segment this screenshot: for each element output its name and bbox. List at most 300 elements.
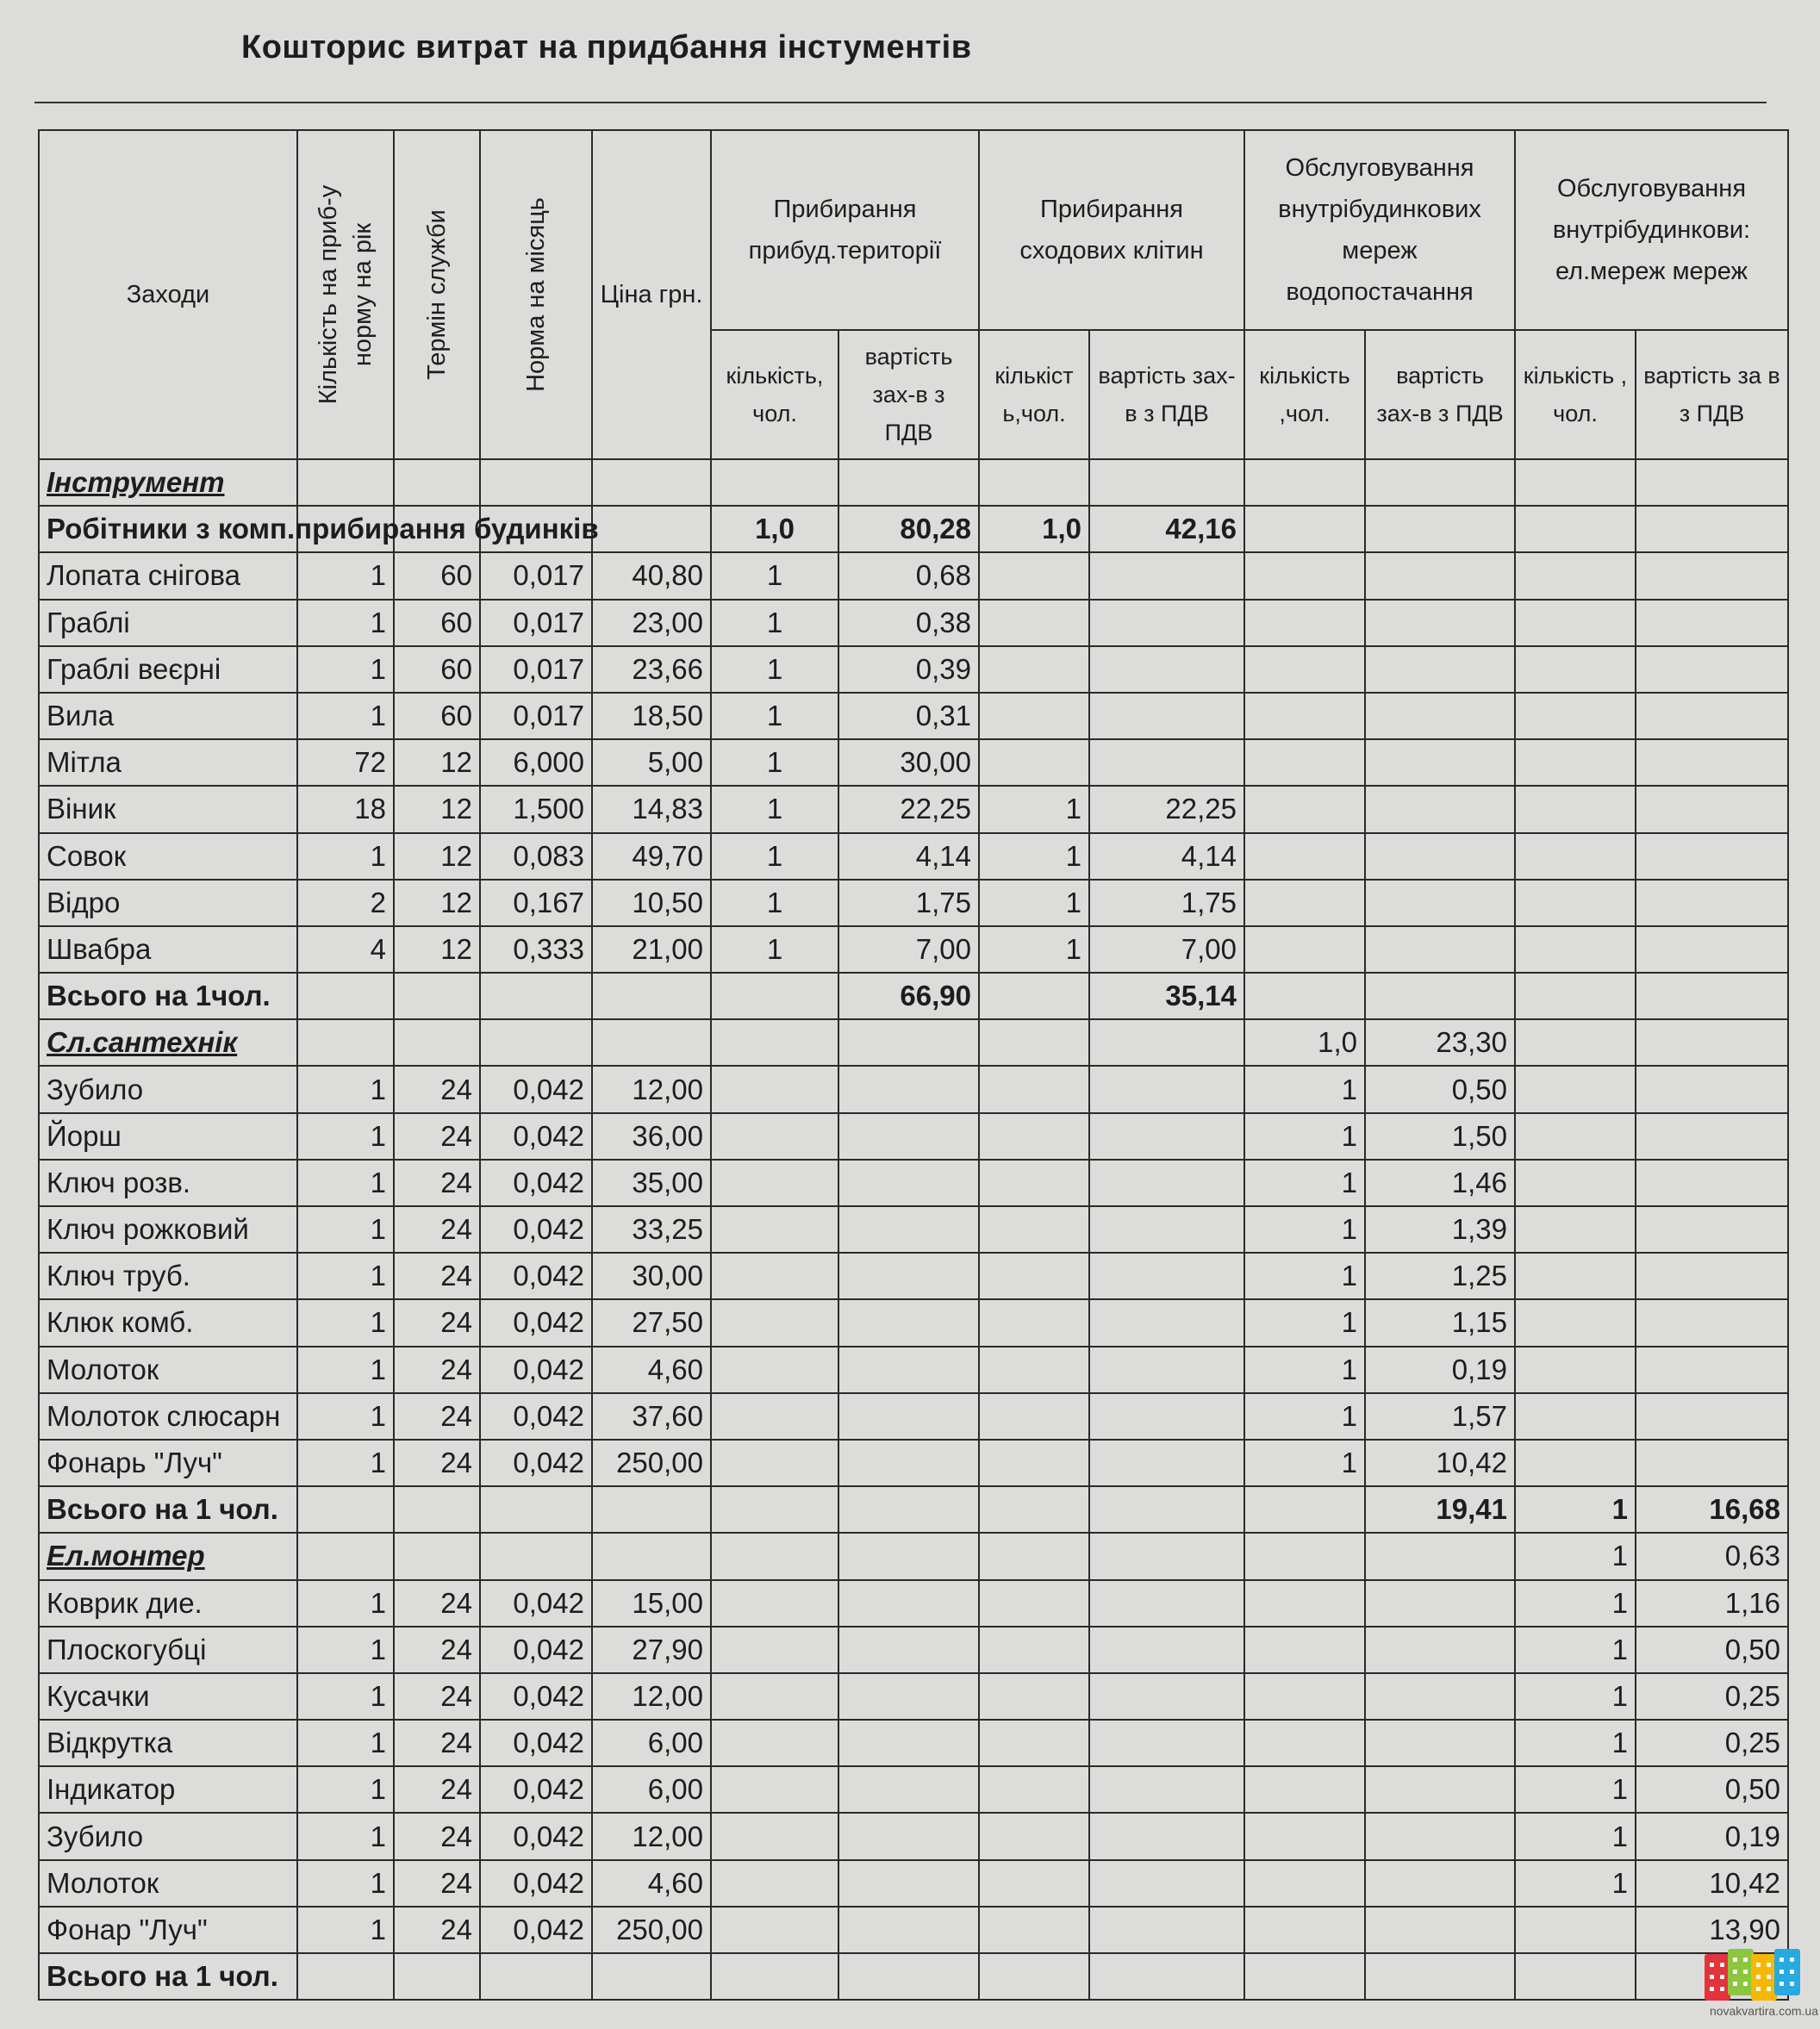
cell-g2c [979,693,1089,739]
cell-g3c [1244,1673,1365,1720]
cell-g2c [979,1253,1089,1299]
cell-g1v [838,1019,979,1066]
table-row [39,1580,1788,1627]
cell-life: 12 [394,880,480,926]
cell-g2c [979,1720,1089,1766]
cell-g2c [979,1580,1089,1627]
cell-g3c [1244,600,1365,646]
cell-g1c [711,1206,838,1253]
cell-name: Зубило [39,1813,297,1859]
cell-name: Совок [39,833,297,880]
cell-price: 250,00 [592,1440,711,1486]
cell-g3c: 1 [1244,1393,1365,1440]
cell-name: Зубило [39,1066,297,1112]
cell-g3c: 1,0 [1244,1019,1365,1066]
cell-g1v: 80,28 [838,506,979,552]
cell-g2v [1089,1393,1244,1440]
cell-g1v [838,1440,979,1486]
total-row [39,973,1788,1019]
cell-qty: 1 [297,1766,394,1813]
header-g1-cost: вартість зах-в з ПДВ [838,330,979,459]
cell-g2v [1089,1019,1244,1066]
cell-g2c [979,1486,1089,1533]
cell-norm: 0,042 [480,1766,592,1813]
cell-g3v [1365,786,1515,832]
cell-g3v [1365,1860,1515,1907]
cell-name: Фонар "Луч" [39,1907,297,1953]
cell-life: 60 [394,600,480,646]
cell-g2c [979,1907,1089,1953]
header-group-territory: Прибирання прибуд.території [711,130,979,330]
cell-g2v [1089,739,1244,786]
cell-g4v: 0,19 [1636,1813,1788,1859]
cell-g4v [1636,1253,1788,1299]
cell-g3v: 1,25 [1365,1253,1515,1299]
cell-g2c [979,1440,1089,1486]
cell-g1c [711,1766,838,1813]
table-row [39,1627,1788,1673]
cell-g1c [711,973,838,1019]
cell-price [592,506,711,552]
cell-g2c [979,739,1089,786]
cell-g3c [1244,1860,1365,1907]
cell-g1c [711,1813,838,1859]
cell-g2c [979,973,1089,1019]
cell-g4v: 0,50 [1636,1766,1788,1813]
section-row [39,459,1788,506]
header-g3-count: кількість ,чол. [1244,330,1365,459]
cell-g1c [711,1673,838,1720]
cell-life: 24 [394,1907,480,1953]
cell-g2v [1089,552,1244,599]
cell-g4v [1636,739,1788,786]
cell-g4c [1515,739,1636,786]
cell-g2v [1089,1953,1244,2000]
cell-g3v: 1,39 [1365,1206,1515,1253]
cell-norm: 0,017 [480,646,592,693]
cell-g2c [979,1533,1089,1579]
cell-qty: 1 [297,1860,394,1907]
cell-life: 24 [394,1113,480,1160]
section-row [39,1533,1788,1579]
cell-price [592,1486,711,1533]
cell-g4v: 0,25 [1636,1673,1788,1720]
cell-life: 60 [394,552,480,599]
cell-norm: 0,042 [480,1813,592,1859]
cell-norm: 0,042 [480,1393,592,1440]
cell-name: Молоток [39,1347,297,1393]
cell-qty: 1 [297,1393,394,1440]
cell-price [592,1019,711,1066]
cell-qty: 2 [297,880,394,926]
cell-g3v [1365,1766,1515,1813]
table-row [39,646,1788,693]
cell-g3c [1244,693,1365,739]
cell-g3c [1244,786,1365,832]
cell-g1c [711,1393,838,1440]
cell-life: 24 [394,1673,480,1720]
cell-g2c [979,646,1089,693]
cell-g4c [1515,1019,1636,1066]
cell-g4c [1515,552,1636,599]
cell-g1v [838,1720,979,1766]
header-norm-month [480,130,592,459]
cell-price: 12,00 [592,1066,711,1112]
cell-g2v: 1,75 [1089,880,1244,926]
cell-life [394,1019,480,1066]
cell-g1c [711,459,838,506]
cell-g2v [1089,1206,1244,1253]
cell-g4v [1636,1113,1788,1160]
cell-g4v [1636,1347,1788,1393]
cell-g1c [711,1019,838,1066]
cell-g2v [1089,459,1244,506]
cell-g1c [711,1860,838,1907]
cell-price: 23,66 [592,646,711,693]
cell-qty: 1 [297,1720,394,1766]
cell-norm: 0,042 [480,1580,592,1627]
cell-price: 10,50 [592,880,711,926]
cell-g3v [1365,739,1515,786]
cell-g2v [1089,1066,1244,1112]
cell-g3v [1365,552,1515,599]
cell-name: Ел.монтер [39,1533,297,1579]
cell-g1c [711,1627,838,1673]
cell-g2v [1089,1580,1244,1627]
cell-qty: 1 [297,1813,394,1859]
cell-life: 24 [394,1766,480,1813]
cell-g1c: 1 [711,880,838,926]
cell-g4v [1636,693,1788,739]
cell-g2c [979,1299,1089,1346]
cell-qty: 1 [297,1253,394,1299]
cell-g4v: 16,68 [1636,1486,1788,1533]
cell-life: 12 [394,786,480,832]
cell-g1v: 4,14 [838,833,979,880]
cell-norm [480,1019,592,1066]
cell-name: Лопата снігова [39,552,297,599]
cell-name: Всього на 1чол. [39,973,297,1019]
cell-price: 23,00 [592,600,711,646]
cell-life: 24 [394,1720,480,1766]
cell-g2v [1089,1533,1244,1579]
cell-g1v [838,1766,979,1813]
cell-g4c [1515,1393,1636,1440]
cell-g4v [1636,552,1788,599]
cell-g4v: 0,63 [1636,1533,1788,1579]
cell-g2v [1089,1813,1244,1859]
cell-qty: 1 [297,1206,394,1253]
cell-qty [297,1533,394,1579]
group-row [39,506,1788,552]
cell-g2v [1089,1766,1244,1813]
cell-g4c: 1 [1515,1486,1636,1533]
table-row [39,1347,1788,1393]
cell-g3v: 1,15 [1365,1299,1515,1346]
cell-g3c [1244,1907,1365,1953]
cell-norm: 0,042 [480,1206,592,1253]
cell-life [394,973,480,1019]
cell-qty: 1 [297,1066,394,1112]
cell-g1c [711,1066,838,1112]
cell-qty: 72 [297,739,394,786]
cell-g1c: 1 [711,833,838,880]
header-price: Ціна грн. [592,130,711,459]
cell-g3c [1244,973,1365,1019]
cell-g4c: 1 [1515,1860,1636,1907]
cell-norm [480,1486,592,1533]
cell-price: 15,00 [592,1580,711,1627]
total-row [39,1486,1788,1533]
cell-norm: 0,042 [480,1907,592,1953]
header-g4-count: кількість , чол. [1515,330,1636,459]
cell-g1c: 1 [711,600,838,646]
cell-name: Ключ рожковий [39,1206,297,1253]
cell-g2c [979,1019,1089,1066]
cell-g1v: 0,68 [838,552,979,599]
cell-price: 250,00 [592,1907,711,1953]
cell-norm: 0,042 [480,1253,592,1299]
cell-price: 37,60 [592,1393,711,1440]
header-qty-per-year [297,130,394,459]
cell-g1c [711,1953,838,2000]
cell-g1v [838,1066,979,1112]
cell-g1c [711,1253,838,1299]
cell-g3v [1365,1580,1515,1627]
cell-price: 18,50 [592,693,711,739]
cell-g2c [979,1066,1089,1112]
cell-price: 12,00 [592,1813,711,1859]
cell-g4c [1515,973,1636,1019]
cell-norm: 1,500 [480,786,592,832]
cell-g2v [1089,1160,1244,1206]
cell-price: 5,00 [592,739,711,786]
cell-g2v [1089,1347,1244,1393]
cell-g4c [1515,926,1636,973]
table-row [39,1393,1788,1440]
cell-life: 24 [394,1299,480,1346]
cell-g2c [979,459,1089,506]
cell-life: 60 [394,693,480,739]
cell-g4v [1636,1440,1788,1486]
cell-g2v: 22,25 [1089,786,1244,832]
table-row [39,1720,1788,1766]
cell-price: 49,70 [592,833,711,880]
cell-qty [297,973,394,1019]
watermark-block [1705,1954,1730,2001]
header-norm-month-label: Норма на місяць [522,197,550,392]
cell-name: Йорш [39,1113,297,1160]
cell-qty: 1 [297,552,394,599]
cell-g1c: 1 [711,926,838,973]
cell-g3c [1244,1813,1365,1859]
cell-g3c [1244,552,1365,599]
watermark-logo [1705,1945,1799,2001]
cell-g1v: 30,00 [838,739,979,786]
cell-name: Плоскогубці [39,1627,297,1673]
cell-qty: 1 [297,1299,394,1346]
cell-g4c [1515,1113,1636,1160]
cell-g1v [838,1393,979,1440]
cell-norm: 0,042 [480,1066,592,1112]
cell-g2c: 1 [979,786,1089,832]
cell-g1c [711,1160,838,1206]
cell-g4c [1515,1440,1636,1486]
cell-g2v [1089,1907,1244,1953]
total-row [39,1953,1788,2000]
cell-g3c: 1 [1244,1253,1365,1299]
cell-norm: 0,333 [480,926,592,973]
cell-g1c [711,1907,838,1953]
cell-g4v: 0,50 [1636,1627,1788,1673]
cell-qty: 1 [297,1347,394,1393]
watermark-text: novakvartira.com.ua [1709,2004,1818,2018]
cell-life: 12 [394,739,480,786]
cell-g3c: 1 [1244,1066,1365,1112]
cell-g4c [1515,1160,1636,1206]
cell-g1v: 0,38 [838,600,979,646]
cell-price: 27,50 [592,1299,711,1346]
cell-g1c [711,1533,838,1579]
cell-name: Віник [39,786,297,832]
cell-g1v [838,1113,979,1160]
cell-g4c [1515,506,1636,552]
cell-g4c: 1 [1515,1813,1636,1859]
cell-g3v [1365,1907,1515,1953]
table-row [39,786,1788,832]
cell-g4c: 1 [1515,1627,1636,1673]
cell-name: Клюк комб. [39,1299,297,1346]
cell-g2c: 1,0 [979,506,1089,552]
cell-g2c [979,1673,1089,1720]
cell-g4c [1515,1206,1636,1253]
cell-g1v [838,1533,979,1579]
cell-g2v [1089,1299,1244,1346]
cell-life: 24 [394,1347,480,1393]
cell-g4v [1636,506,1788,552]
cell-g1v [838,1253,979,1299]
cell-g4c [1515,1907,1636,1953]
cell-g2v: 42,16 [1089,506,1244,552]
cell-name: Граблі [39,600,297,646]
cell-g1v [838,1160,979,1206]
cell-g2v [1089,1627,1244,1673]
cell-g3c [1244,1580,1365,1627]
cell-price: 6,00 [592,1720,711,1766]
title-rule [34,102,1767,103]
cell-g2c [979,1393,1089,1440]
cell-norm [480,459,592,506]
header-g2-count: кількіст ь,чол. [979,330,1089,459]
table-row [39,1160,1788,1206]
header-g3-cost: вартість зах-в з ПДВ [1365,330,1515,459]
cell-norm: 0,017 [480,693,592,739]
cell-g2c: 1 [979,833,1089,880]
cell-g3v [1365,1720,1515,1766]
cell-g4c [1515,1347,1636,1393]
cell-norm: 0,017 [480,600,592,646]
cell-qty: 1 [297,1627,394,1673]
cell-g2c [979,1860,1089,1907]
cell-life: 24 [394,1580,480,1627]
cell-g1v [838,1953,979,2000]
cell-norm: 0,042 [480,1860,592,1907]
cell-price: 14,83 [592,786,711,832]
cell-qty [297,1486,394,1533]
header-group-water: Обслуговування внутрібудинкових мереж водопостачання [1244,130,1515,330]
cell-name: Ключ розв. [39,1160,297,1206]
cell-qty: 18 [297,786,394,832]
table-row [39,1907,1788,1953]
cell-g1v [838,1813,979,1859]
cell-g2v [1089,1486,1244,1533]
section-row [39,1019,1788,1066]
cell-g3c [1244,1953,1365,2000]
cell-g3v: 1,46 [1365,1160,1515,1206]
cell-g1v [838,459,979,506]
cell-qty [297,1019,394,1066]
cell-name: Граблі веєрні [39,646,297,693]
cell-g4c [1515,1953,1636,2000]
cell-norm: 0,042 [480,1673,592,1720]
cell-g2v: 35,14 [1089,973,1244,1019]
cell-norm: 0,042 [480,1627,592,1673]
cell-g3c: 1 [1244,1440,1365,1486]
cell-g2c [979,1627,1089,1673]
cell-g4c [1515,646,1636,693]
cell-name: Ключ труб. [39,1253,297,1299]
cell-g4v [1636,1299,1788,1346]
cell-g3c [1244,506,1365,552]
cell-name: Інструмент [39,459,297,506]
table-row [39,926,1788,973]
cell-price: 40,80 [592,552,711,599]
cell-norm: 0,042 [480,1160,592,1206]
cell-name: Всього на 1 чол. [39,1486,297,1533]
cell-g4c [1515,786,1636,832]
cell-g3v [1365,1953,1515,2000]
cell-g4v [1636,1160,1788,1206]
cell-g4v [1636,1019,1788,1066]
cell-g4c: 1 [1515,1673,1636,1720]
cell-g4c: 1 [1515,1766,1636,1813]
cell-g4c [1515,1066,1636,1112]
cell-g4c [1515,833,1636,880]
cell-g3c [1244,1627,1365,1673]
cell-g3c [1244,1533,1365,1579]
cell-g3c [1244,646,1365,693]
cell-g1v [838,1580,979,1627]
cell-g4v [1636,600,1788,646]
cell-g3v [1365,693,1515,739]
cell-norm: 0,042 [480,1440,592,1486]
cell-g2v: 4,14 [1089,833,1244,880]
cell-name: Фонарь "Луч" [39,1440,297,1486]
cell-g3v [1365,973,1515,1019]
cell-norm: 0,167 [480,880,592,926]
cell-price: 12,00 [592,1673,711,1720]
cell-g1v: 1,75 [838,880,979,926]
table-row [39,600,1788,646]
cell-g3c: 1 [1244,1160,1365,1206]
cell-life: 24 [394,1066,480,1112]
cell-g1c: 1 [711,646,838,693]
cell-g3c [1244,459,1365,506]
cell-life: 12 [394,926,480,973]
cell-qty: 1 [297,693,394,739]
cell-qty: 1 [297,1440,394,1486]
cell-life: 60 [394,646,480,693]
